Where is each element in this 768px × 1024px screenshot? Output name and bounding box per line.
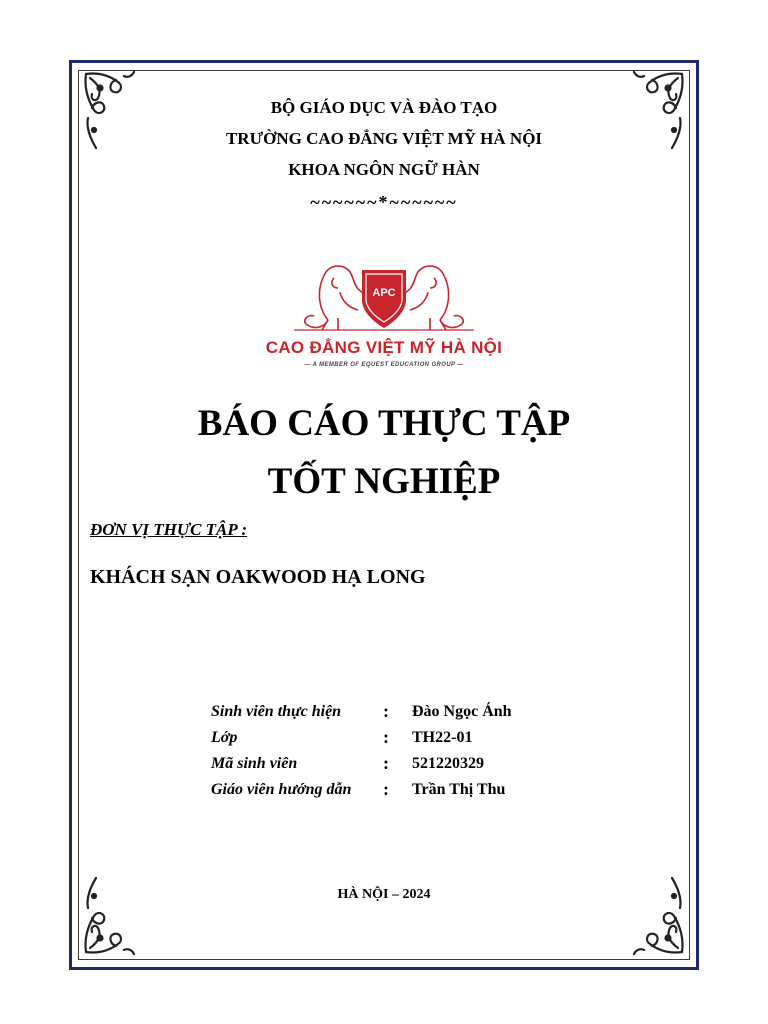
info-value: 521220329 [412,755,484,772]
ornament-corner-icon [632,868,688,958]
report-title-line1: BÁO CÁO THỰC TẬP [197,403,571,444]
faculty-name: KHOA NGÔN NGỮ HÀN [288,160,480,179]
info-key: Giáo viên hướng dẫn [211,781,352,798]
lion-icon [305,266,370,330]
info-colon: : [383,727,389,747]
logo-badge: APC [372,287,396,299]
shield-icon [362,270,406,328]
info-value: TH22-01 [412,729,473,746]
internship-unit-name: KHÁCH SẠN OAKWOOD HẠ LONG [90,566,426,588]
internship-unit-label: ĐƠN VỊ THỰC TẬP : [90,520,248,539]
info-key: Mã sinh viên [211,755,298,772]
info-key: Lớp [211,729,238,746]
info-value: Trần Thị Thu [412,781,506,798]
ministry-name: BỘ GIÁO DỤC VÀ ĐÀO TẠO [270,98,498,117]
logo-school-name: CAO ĐẲNG VIỆT MỸ HÀ NỘI [265,338,503,357]
place-year: HÀ NỘI – 2024 [337,887,431,902]
info-colon: : [383,701,389,721]
school-name: TRƯỜNG CAO ĐẲNG VIỆT MỸ HÀ NỘI [225,129,543,148]
info-colon: : [383,779,389,799]
logo-tagline: — A MEMBER OF EQUEST EDUCATION GROUP — [304,362,464,368]
info-key: Sinh viên thực hiện [211,703,342,720]
info-value: Đào Ngọc Ánh [412,703,512,720]
info-colon: : [383,753,389,773]
ornament-corner-icon [80,868,136,958]
report-title-line2: TỐT NGHIỆP [267,461,501,502]
lion-icon [398,266,463,330]
header-separator: ~~~~~~*~~~~~~ [310,192,458,212]
